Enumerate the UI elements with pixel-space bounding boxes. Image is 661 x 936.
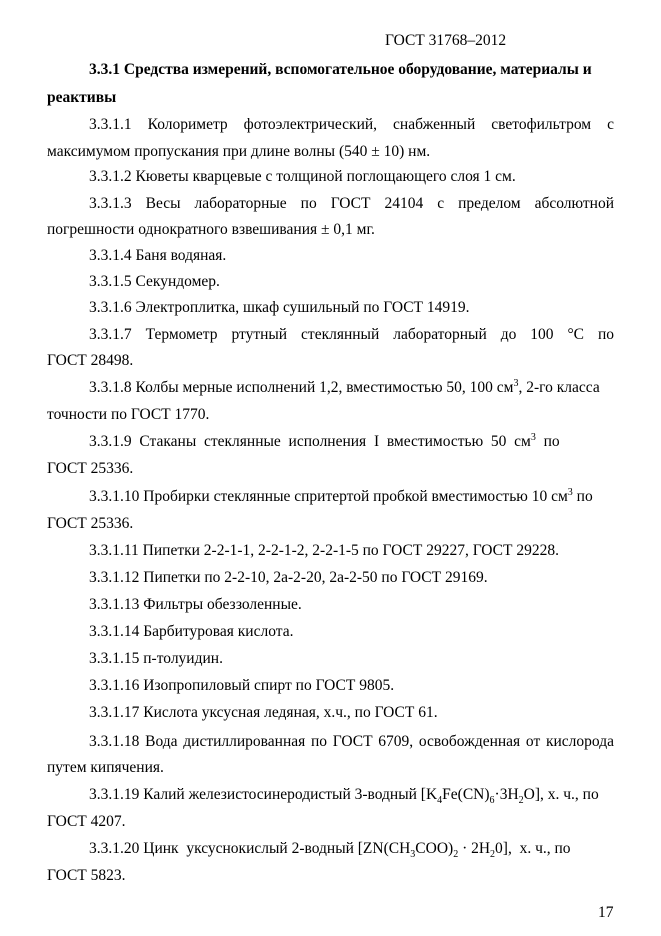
item-3-3-1-19-text-3: ·3H [494,786,519,803]
item-3-3-1-14: 3.3.1.14 Барбитуровая кислота. [89,623,294,640]
item-3-3-1-13: 3.3.1.13 Фильтры обеззоленные. [89,596,302,613]
subscript: 6 [489,795,495,807]
item-3-3-1-10-text: 3.3.1.10 Пробирки стеклянные спритертой пробкой вместимостью 10 см [89,488,568,505]
item-3-3-1-9-cont: ГОСТ 25336. [47,460,134,477]
item-3-3-1-20-text: 3.3.1.20 Цинк уксуснокислый 2-водный [ZN(CH [89,840,411,857]
item-3-3-1-6: 3.3.1.6 Электроплитка, шкаф сушильный по ГОСТ 14919. [89,299,470,316]
subscript: 4 [437,795,443,807]
item-3-3-1-8 [89,379,614,397]
subscript: 3 [410,849,416,861]
item-3-3-1-3: 3.3.1.3 Весы лабораторные по ГОСТ 24104 с пределом абсолютной [89,195,614,212]
item-3-3-1-16: 3.3.1.16 Изопропиловый спирт по ГОСТ 9805. [89,677,395,694]
item-3-3-1-7-cont: ГОСТ 28498. [47,352,134,369]
item-3-3-1-19-cont: ГОСТ 4207. [47,813,126,830]
item-3-3-1-4: 3.3.1.4 Баня водяная. [89,247,227,264]
item-3-3-1-15: 3.3.1.15 п-толуидин. [89,650,223,667]
subscript: 2 [490,849,496,861]
item-3-3-1-18-cont: путем кипячения. [47,759,164,776]
item-3-3-1-19 [89,786,614,807]
item-3-3-1-20-text-4: 0], х. ч., по [495,840,571,857]
item-3-3-1-10-text-end: по [572,488,593,505]
superscript: 3 [567,486,573,498]
superscript: 3 [513,377,519,389]
item-3-3-1-20-text-3: · 2H [458,840,491,857]
item-3-3-1-3-cont: погрешности однократного взвешивания ± 0,1 мг. [47,221,375,238]
item-3-3-1-11: 3.3.1.11 Пипетки 2-2-1-1, 2-2-1-2, 2-2-1-5 по ГОСТ 29227, ГОСТ 29228. [89,542,559,559]
subscript: 2 [518,795,524,807]
item-3-3-1-20-cont: ГОСТ 5823. [47,867,126,884]
item-3-3-1-20-text-2: COO) [415,840,454,857]
item-3-3-1-7: 3.3.1.7 Термометр ртутный стеклянный лабораторный до 100 °С по [89,326,614,343]
item-3-3-1-5: 3.3.1.5 Секундомер. [89,273,220,290]
item-3-3-1-9-text-end: по [535,433,560,450]
item-3-3-1-1-cont: максимумом пропускания при длине волны (540 ± 10) нм. [47,143,431,160]
item-3-3-1-10 [89,488,614,506]
item-3-3-1-8-text-end: , 2-го класса [518,379,600,396]
item-3-3-1-1: 3.3.1.1 Колориметр фотоэлектрический, снабженный светофильтром с [89,116,614,133]
document-header: ГОСТ 31768–2012 [385,32,507,49]
item-3-3-1-19-text-4: O], х. ч., по [523,786,599,803]
section-title-continued: реактивы [47,89,117,106]
superscript: 3 [530,431,536,443]
item-3-3-1-18: 3.3.1.18 Вода дистиллированная по ГОСТ 6709, освобожденная от кислорода [89,733,614,750]
page-number: 17 [598,904,614,921]
section-title: 3.3.1 Средства измерений, вспомогательное оборудование, материалы и [89,61,592,78]
item-3-3-1-12: 3.3.1.12 Пипетки по 2-2-10, 2а-2-20, 2а-2-50 по ГОСТ 29169. [89,569,488,586]
item-3-3-1-8-cont: точности по ГОСТ 1770. [47,406,210,423]
item-3-3-1-2: 3.3.1.2 Кюветы кварцевые с толщиной поглощающего слоя 1 см. [89,168,516,185]
item-3-3-1-9 [89,433,614,451]
item-3-3-1-9-text: 3.3.1.9 Стаканы стеклянные исполнения I вместимостью 50 см [89,433,531,450]
item-3-3-1-20 [89,840,614,861]
subscript: 2 [453,849,459,861]
item-3-3-1-8-text: 3.3.1.8 Колбы мерные исполнений 1,2, вместимостью 50, 100 см [89,379,514,396]
item-3-3-1-17: 3.3.1.17 Кислота уксусная ледяная, х.ч., по ГОСТ 61. [89,704,438,721]
item-3-3-1-10-cont: ГОСТ 25336. [47,515,134,532]
item-3-3-1-19-text: 3.3.1.19 Калий железистосинеродистый 3-водный [K [89,786,438,803]
item-3-3-1-19-text-2: Fe(CN) [442,786,490,803]
